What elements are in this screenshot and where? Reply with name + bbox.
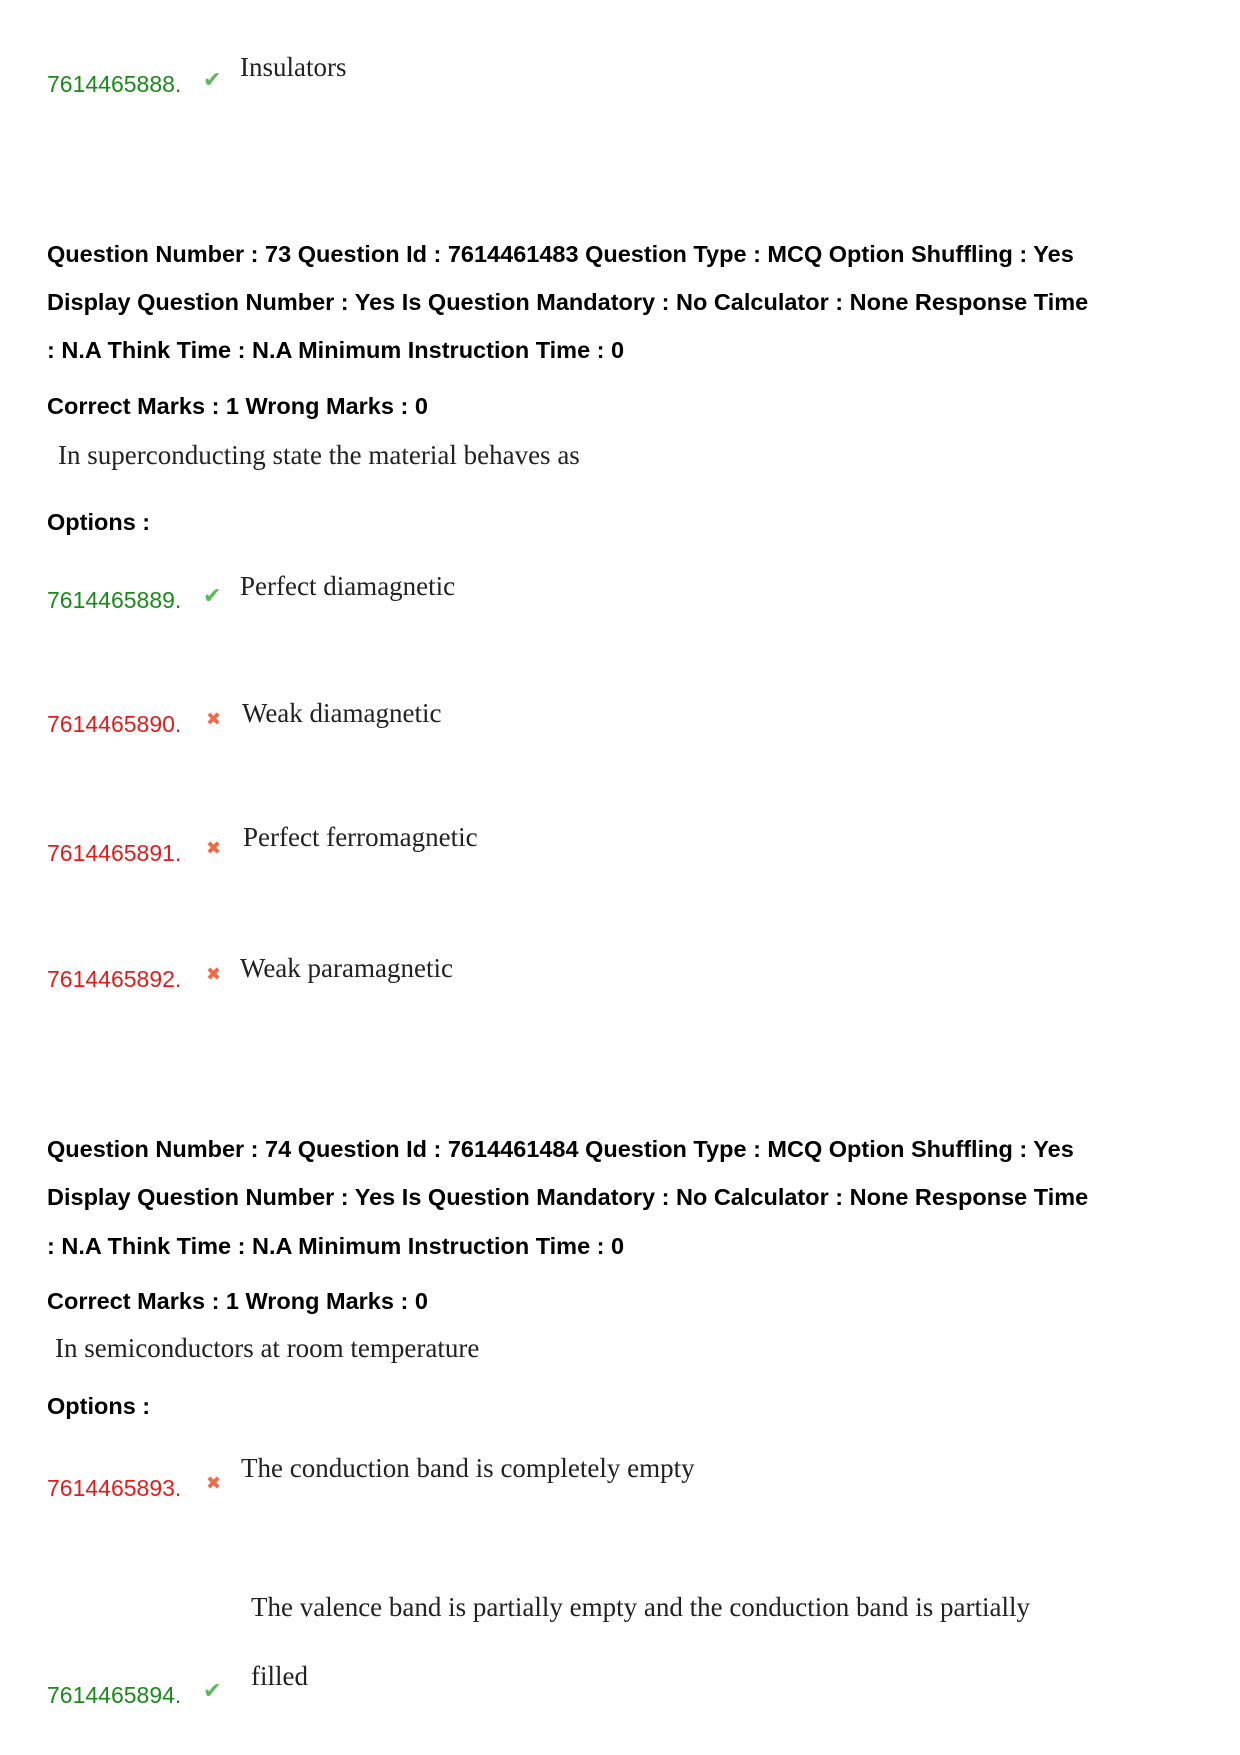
check-icon: ✔ [203, 68, 222, 93]
options-label: Options : [47, 1393, 151, 1419]
option-id: 7614465889. [47, 587, 182, 613]
cross-icon: ✖ [206, 1473, 222, 1494]
question-marks: Correct Marks : 1 Wrong Marks : 0 [47, 1288, 428, 1314]
question-marks: Correct Marks : 1 Wrong Marks : 0 [47, 393, 428, 419]
cross-icon: ✖ [206, 964, 222, 985]
option-id: 7614465892. [47, 966, 182, 992]
options-label: Options : [47, 509, 151, 535]
option-text: Weak paramagnetic [240, 953, 453, 983]
question-text: In semiconductors at room temperature [55, 1333, 480, 1363]
option-id: 7614465890. [47, 711, 182, 737]
option-text-line: The valence band is partially empty and the conduction band is partially [251, 1592, 1031, 1622]
option-id: 7614465894. [47, 1682, 182, 1708]
option-text-line: filled [251, 1661, 308, 1691]
option-text: Weak diamagnetic [242, 698, 442, 728]
cross-icon: ✖ [206, 838, 222, 859]
question-header-line: Question Number : 73 Question Id : 7614461483 Question Type : MCQ Option Shuffling : Yes [47, 241, 1074, 267]
question-header-line: Display Question Number : Yes Is Question Mandatory : No Calculator : None Response Time [47, 289, 1089, 315]
option-text: Perfect diamagnetic [240, 571, 456, 601]
option-id: 7614465891. [47, 840, 182, 866]
option-id: 7614465888. [47, 71, 182, 97]
check-icon: ✔ [203, 584, 222, 609]
option-text: Insulators [240, 52, 347, 82]
question-header-line: Question Number : 74 Question Id : 7614461484 Question Type : MCQ Option Shuffling : Yes [47, 1136, 1074, 1162]
cross-icon: ✖ [206, 709, 222, 730]
question-header-line: : N.A Think Time : N.A Minimum Instruction Time : 0 [47, 337, 625, 363]
question-header-line: : N.A Think Time : N.A Minimum Instruction Time : 0 [47, 1233, 625, 1259]
question-header-line: Display Question Number : Yes Is Question Mandatory : No Calculator : None Response Time [47, 1184, 1089, 1210]
option-text: The conduction band is completely empty [241, 1453, 695, 1483]
option-text: Perfect ferromagnetic [243, 822, 478, 852]
check-icon: ✔ [203, 1679, 222, 1704]
option-id: 7614465893. [47, 1475, 182, 1501]
question-text: In superconducting state the material behaves as [58, 440, 580, 470]
